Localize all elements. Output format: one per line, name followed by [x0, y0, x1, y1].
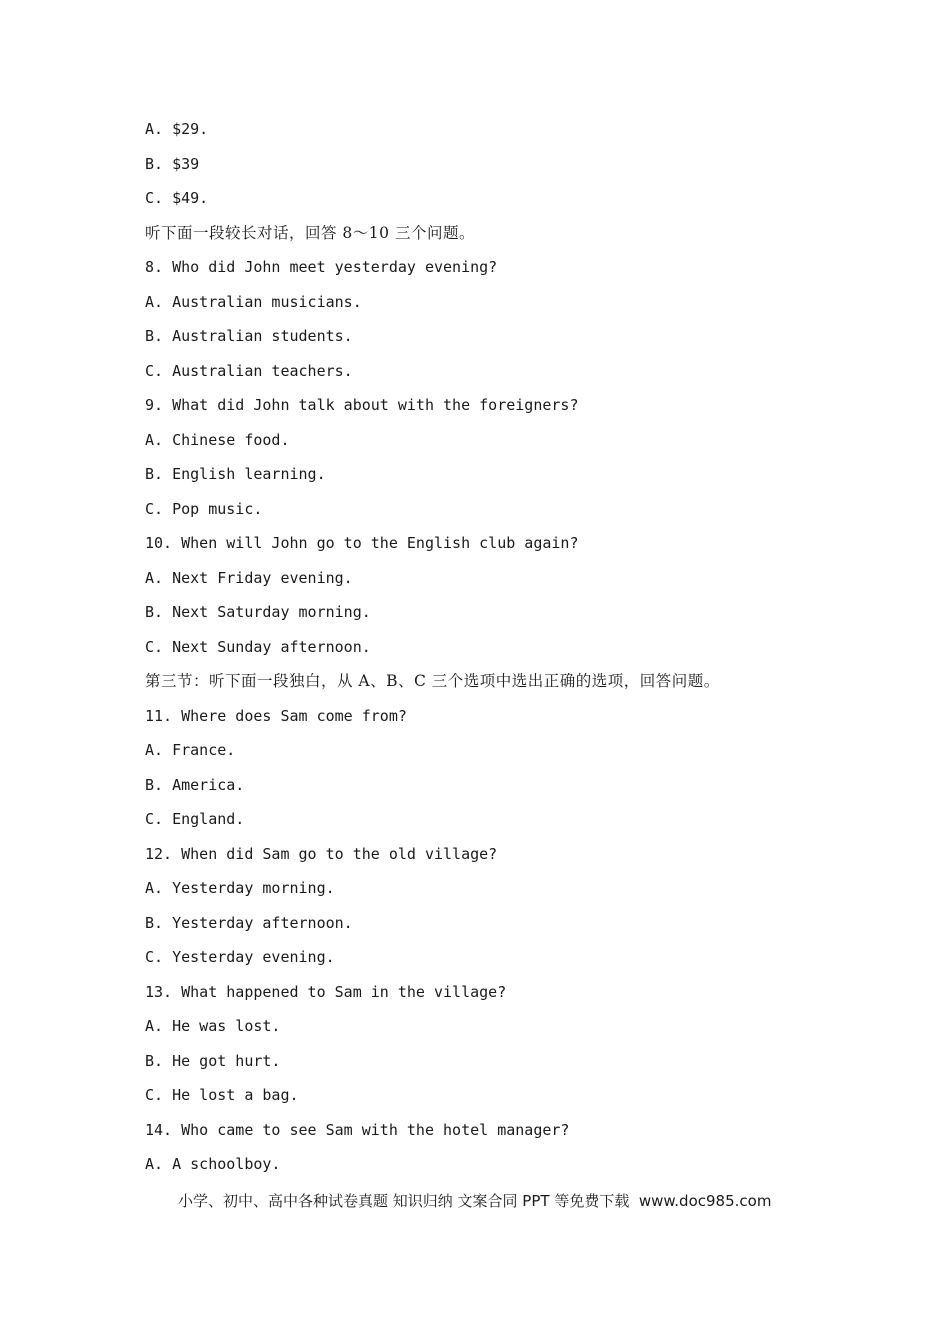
- option-c: C. England.: [145, 810, 245, 828]
- option-c: C. Australian teachers.: [145, 361, 353, 380]
- question-13: 13. What happened to Sam in the village?: [145, 982, 507, 1001]
- option-a: A. Australian musicians.: [145, 292, 362, 311]
- option-a: A. Next Friday evening.: [145, 568, 353, 587]
- section-instruction: 听下面一段较长对话，回答 8～10 三个问题。: [145, 223, 475, 242]
- option-c: C. Pop music.: [145, 499, 263, 518]
- option-b: B. He got hurt.: [145, 1051, 281, 1070]
- option-c: C. $49.: [145, 189, 209, 207]
- option-b: B. English learning.: [145, 465, 326, 483]
- section-three-heading: 第三节：听下面一段独白，从 A、B、C 三个选项中选出正确的选项，回答问题。: [145, 672, 720, 690]
- question-9: 9. What did John talk about with the foreigners?: [145, 396, 579, 414]
- option-c: C. Yesterday evening.: [145, 948, 335, 966]
- option-b: B. America.: [145, 775, 245, 794]
- option-a: A. $29.: [145, 120, 209, 138]
- option-b: B. $39: [145, 154, 200, 173]
- question-11: 11. Where does Sam come from?: [145, 706, 407, 725]
- option-c: C. Next Sunday afternoon.: [145, 637, 371, 656]
- option-a: A. Yesterday morning.: [145, 879, 335, 897]
- option-b: B. Yesterday afternoon.: [145, 913, 353, 932]
- option-c: C. He lost a bag.: [145, 1086, 299, 1104]
- option-a: A. France.: [145, 741, 236, 759]
- question-list: [145, 117, 845, 1187]
- option-b: B. Next Saturday morning.: [145, 603, 371, 621]
- option-a: A. Chinese food.: [145, 430, 290, 449]
- option-b: B. Australian students.: [145, 327, 353, 345]
- option-a: A. He was lost.: [145, 1017, 281, 1035]
- option-a: A. A schoolboy.: [145, 1155, 281, 1173]
- question-8: 8. Who did John meet yesterday evening?: [145, 258, 498, 276]
- question-14: 14. Who came to see Sam with the hotel manager?: [145, 1120, 570, 1139]
- question-12: 12. When did Sam go to the old village?: [145, 844, 498, 863]
- page-footer: 小学、初中、高中各种试卷真题 知识归纳 文案合同 PPT 等免费下载 www.doc985.com: [178, 1192, 772, 1210]
- question-10: 10. When will John go to the English club again?: [145, 534, 579, 552]
